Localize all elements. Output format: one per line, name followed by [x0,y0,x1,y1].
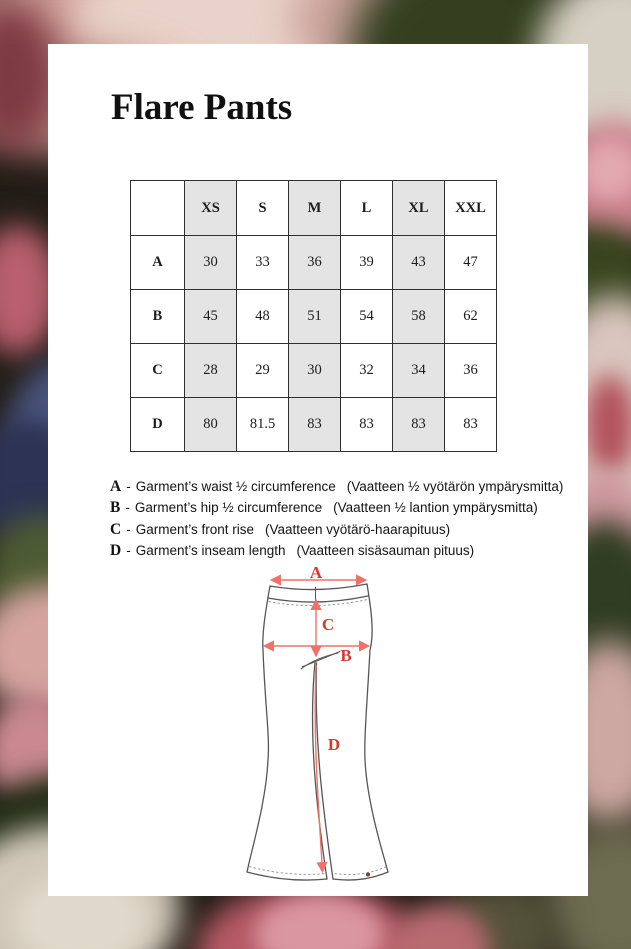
size-cell: 28 [185,344,237,398]
legend-text-fi: (Vaatteen ½ vyötärön ympärysmitta) [346,479,564,494]
row-label: D [131,398,185,452]
size-col-header: S [237,181,289,236]
legend-letter: C [110,520,122,538]
table-row [131,236,497,290]
legend-letter: B [110,499,121,517]
table-row [131,344,497,398]
size-cell: 54 [341,290,393,344]
label-d: D [327,735,341,754]
table-header-row [131,181,497,236]
pants-measurement-diagram [225,555,415,890]
legend-separator: - [126,542,131,558]
row-label: A [131,236,185,290]
legend-item-b [110,499,563,520]
size-cell: 83 [393,398,445,452]
size-cell: 58 [393,290,445,344]
page-title: Flare Pants [111,87,293,128]
size-cell: 51 [289,290,341,344]
legend-item-a [110,478,563,499]
size-cell: 83 [341,398,393,452]
size-chart-table [130,180,497,452]
size-cell: 48 [237,290,289,344]
table-row [131,290,497,344]
size-cell: 83 [289,398,341,452]
size-col-header: L [341,181,393,236]
label-a: A [309,563,323,582]
row-label: B [131,290,185,344]
legend-separator: - [126,521,131,537]
size-cell: 30 [185,236,237,290]
table-row [131,398,497,452]
label-b: B [340,646,352,665]
size-cell: 39 [341,236,393,290]
size-guide-card [48,44,588,896]
legend-item-c [110,521,563,542]
size-cell: 33 [237,236,289,290]
size-col-header: M [289,181,341,236]
legend-text-fi: (Vaatteen vyötärö-haarapituus) [265,521,451,537]
size-cell: 47 [445,236,497,290]
row-label: C [131,344,185,398]
size-cell: 36 [445,344,497,398]
size-col-header: XL [393,181,445,236]
legend-text-fi: (Vaatteen ½ lantion ympärysmitta) [333,500,538,516]
legend-text-en: Garment’s hip ½ circumference [134,500,323,516]
size-cell: 81.5 [237,398,289,452]
legend-text-en: Garment’s inseam length [135,542,286,558]
size-cell: 36 [289,236,341,290]
legend-text-en: Garment’s waist ½ circumference [135,479,336,494]
size-cell: 30 [289,344,341,398]
size-chart [130,180,497,452]
fly-stitch-line [301,653,338,669]
legend-separator: - [126,479,131,494]
hem-tag-dot [366,873,370,877]
pants-outline [247,584,388,880]
size-cell: 80 [185,398,237,452]
legend-text-fi: (Vaatteen sisäsauman pituus) [296,542,475,558]
label-c: C [321,615,335,634]
size-cell: 32 [341,344,393,398]
legend-letter: D [110,541,122,559]
size-cell: 45 [185,290,237,344]
size-cell: 29 [237,344,289,398]
legend-separator: - [125,500,130,516]
measurement-legend [110,478,563,563]
size-cell: 83 [445,398,497,452]
size-cell: 43 [393,236,445,290]
legend-text-en: Garment’s front rise [135,521,254,537]
size-cell: 62 [445,290,497,344]
size-cell: 34 [393,344,445,398]
legend-letter: A [110,478,122,495]
corner-cell [131,181,185,236]
size-col-header: XS [185,181,237,236]
size-col-header: XXL [445,181,497,236]
